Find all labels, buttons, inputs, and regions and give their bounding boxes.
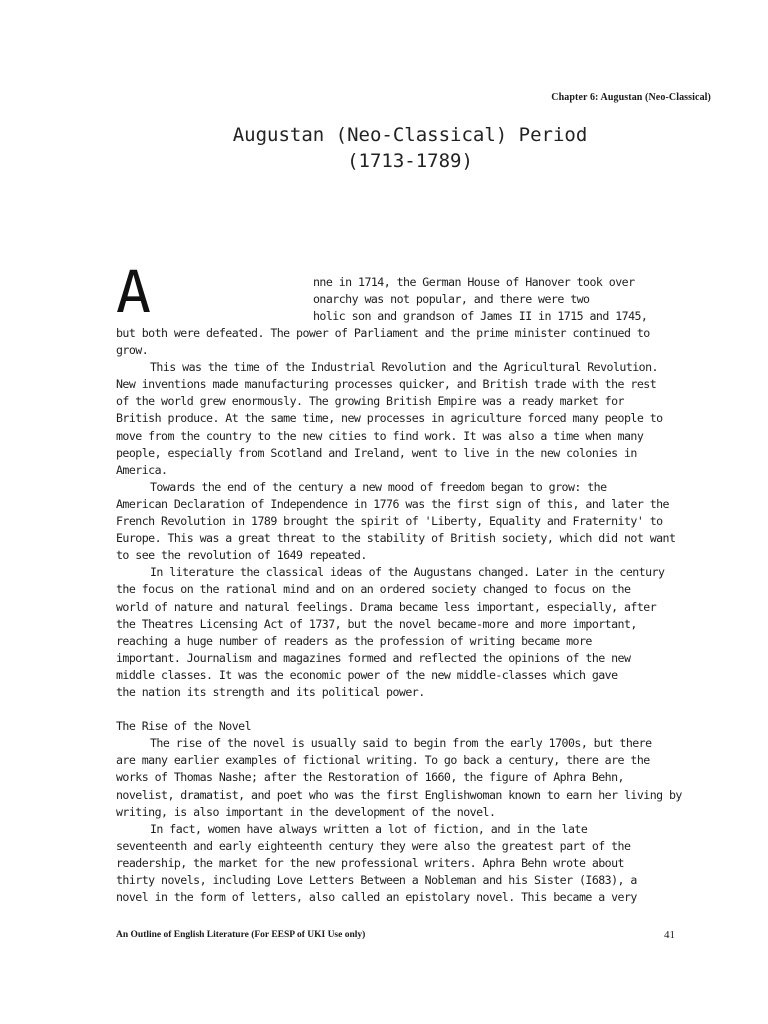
text-line: novelist, dramatist, and poet who was the first Englishwoman known to earn her living by [116, 787, 682, 802]
paragraph-gap [116, 701, 716, 718]
page-number: 41 [664, 929, 675, 941]
text-line: readership, the market for the new professional writers. Aphra Behn wrote about [116, 855, 624, 870]
text-line: seventeenth and early eighteenth century they were also the greatest part of the [116, 838, 631, 853]
text-line: This was the time of the Industrial Revolution and the Agricultural Revolution. [150, 360, 658, 375]
text-line: novel in the form of letters, also called an epistolary novel. This became a very [116, 890, 637, 905]
section-heading: The Rise of the Novel [116, 719, 252, 734]
text-line: British produce. At the same time, new processes in agriculture forced many people to [116, 411, 663, 426]
text-line: In fact, women have always written a lot of fiction, and in the late [150, 821, 588, 836]
text-line: New inventions made manufacturing processes quicker, and British trade with the rest [116, 377, 657, 392]
running-head: Chapter 6: Augustan (Neo-Classical) [551, 92, 711, 103]
text-line: In literature the classical ideas of the Augustans changed. Later in the century [150, 565, 665, 580]
text-line: writing, is also important in the development of the novel. [116, 804, 496, 819]
page-footer: An Outline of English Literature (For EESP of UKI Use only) [116, 930, 366, 940]
text-line: grow. [116, 343, 149, 358]
text-line: move from the country to the new cities to find work. It was also a time when many [116, 428, 644, 443]
text-line: works of Thomas Nashe; after the Restoration of 1660, the figure of Aphra Behn, [116, 770, 624, 785]
text-line: people, especially from Scotland and Ireland, went to live in the new colonies in [116, 445, 637, 460]
text-line: reaching a huge number of readers as the profession of writing became more [116, 633, 592, 648]
text-line: to see the revolution of 1649 repeated. [116, 548, 367, 563]
text-line: The rise of the novel is usually said to begin from the early 1700s, but there [150, 736, 652, 751]
text-line: are many earlier examples of fictional writing. To go back a century, there are the [116, 753, 650, 768]
text-line: Towards the end of the century a new mood of freedom began to grow: the [150, 479, 607, 494]
text-line: the focus on the rational mind and on an ordered society changed to focus on the [116, 582, 631, 597]
text-line: the Theatres Licensing Act of 1737, but the novel became-more and more important, [116, 616, 637, 631]
title-line-2: (1713-1789) [347, 150, 473, 172]
text-line: world of nature and natural feelings. Drama became less important, especially, after [116, 599, 657, 614]
text-line: Europe. This was a great threat to the stability of British society, which did not want [116, 531, 676, 546]
text-line: onarchy was not popular, and there were two [313, 292, 590, 307]
text-line: French Revolution in 1789 brought the spirit of 'Liberty, Equality and Fraternity' to [116, 514, 663, 529]
body-text [116, 325, 716, 906]
text-line: thirty novels, including Love Letters Between a Nobleman and his Sister (I683), a [116, 873, 637, 887]
text-line: America. [116, 462, 168, 477]
text-line: the nation its strength and its political power. [116, 684, 425, 699]
title-line-1: Augustan (Neo-Classical) Period [232, 124, 588, 146]
text-line: of the world grew enormously. The growing British Empire was a ready market for [116, 394, 624, 409]
text-line: but both were defeated. The power of Parliament and the prime minister continued to [116, 326, 650, 340]
chapter-title [0, 122, 768, 174]
text-line: nne in 1714, the German House of Hanover took over [313, 275, 635, 289]
drop-cap: A [116, 258, 151, 326]
text-line: middle classes. It was the economic power of the new middle-classes which gave [116, 667, 618, 682]
text-line: American Declaration of Independence in 1776 was the first sign of this, and later the [116, 496, 669, 511]
text-line: important. Journalism and magazines formed and reflected the opinions of the new [116, 650, 631, 665]
intro-paragraph [313, 274, 713, 325]
text-line: holic son and grandson of James II in 1715 and 1745, [313, 309, 648, 324]
